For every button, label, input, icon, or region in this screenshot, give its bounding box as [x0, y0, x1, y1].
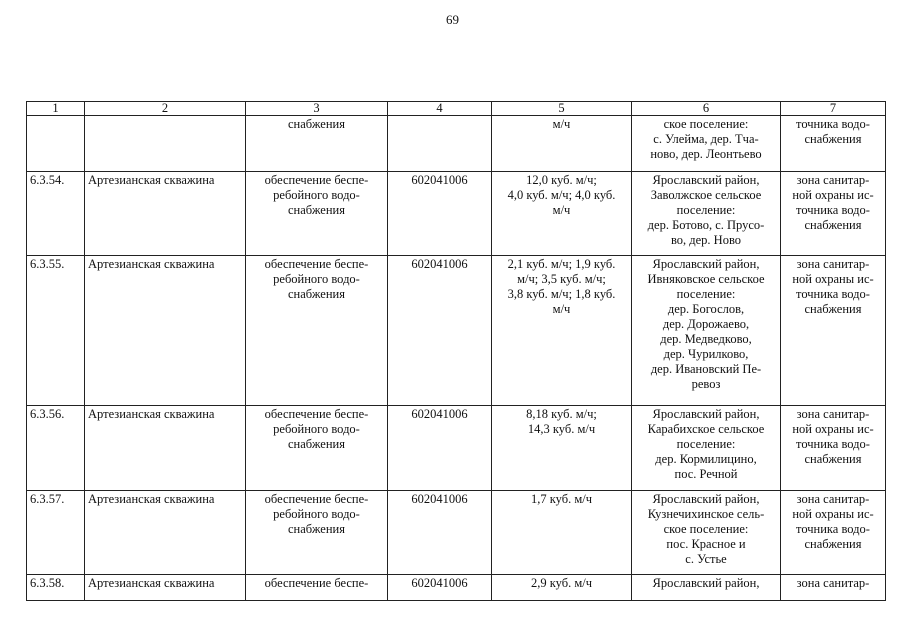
table-row: [27, 256, 886, 406]
code-cell: [388, 575, 492, 601]
location-cell: [632, 406, 781, 491]
cell-line: Ярославский район,: [652, 173, 760, 187]
cell-line: точника водо-: [796, 522, 870, 536]
column-header: 5: [492, 102, 632, 116]
cell-line: ское поселение:: [663, 522, 749, 536]
cell-line: 3,8 куб. м/ч; 1,8 куб.: [507, 287, 616, 301]
location-cell: [632, 116, 781, 172]
table-row: [27, 116, 886, 172]
cell-text: 602041006: [411, 173, 468, 187]
cell-text: 6.3.57.: [30, 492, 65, 506]
row-number-cell: [27, 172, 85, 256]
object-name-cell: [85, 116, 246, 172]
cell-text: Артезианская скважина: [88, 173, 215, 187]
cell-line: зона санитар-: [796, 407, 870, 421]
cell-line: дер. Богослов,: [667, 302, 745, 316]
cell-line: 8,18 куб. м/ч;: [526, 407, 597, 421]
cell-line: зона санитар-: [796, 492, 870, 506]
cell-line: Ярославский район,: [652, 407, 760, 421]
cell-line: точника водо-: [796, 117, 870, 131]
cell-text: 6.3.54.: [30, 173, 65, 187]
location-cell: [632, 256, 781, 406]
cell-text: Артезианская скважина: [88, 257, 215, 271]
purpose-cell: [246, 491, 388, 575]
cell-line: зона санитар-: [796, 173, 870, 187]
cell-line: снабжения: [804, 218, 862, 232]
cell-line: ребойного водо-: [273, 272, 360, 286]
cell-line: обеспечение беспе-: [264, 407, 369, 421]
cell-line: Ярославский район,: [652, 492, 760, 506]
cell-line: поселение:: [676, 437, 736, 451]
cell-line: ское поселение:: [663, 117, 749, 131]
cell-text: Артезианская скважина: [88, 492, 215, 506]
cell-line: снабжения: [288, 287, 345, 301]
cell-text: 602041006: [411, 407, 468, 421]
object-name-cell: [85, 256, 246, 406]
cell-line: Карабихское сельское: [647, 422, 765, 436]
cell-line: ной охраны ис-: [792, 272, 874, 286]
zone-cell: [781, 172, 886, 256]
zone-cell: [781, 575, 886, 601]
table-body: [27, 116, 886, 601]
row-number-cell: [27, 406, 85, 491]
cell-line: Ярославский район,: [652, 576, 760, 590]
cell-line: 2,9 куб. м/ч: [530, 576, 592, 590]
column-header: 2: [85, 102, 246, 116]
purpose-cell: [246, 256, 388, 406]
code-cell: [388, 491, 492, 575]
cell-line: пос. Красное и: [666, 537, 746, 551]
code-cell: [388, 256, 492, 406]
zone-cell: [781, 491, 886, 575]
capacity-cell: [492, 406, 632, 491]
location-cell: [632, 575, 781, 601]
cell-text: 602041006: [411, 492, 468, 506]
row-number-cell: [27, 575, 85, 601]
cell-line: ребойного водо-: [273, 188, 360, 202]
cell-line: дер. Кормилицино,: [655, 452, 757, 466]
cell-line: 14,3 куб. м/ч: [527, 422, 596, 436]
cell-line: м/ч: [552, 203, 571, 217]
cell-line: с. Улейма, дер. Тча-: [653, 132, 759, 146]
cell-line: дер. Ивановский Пе-: [650, 362, 762, 376]
code-cell: [388, 116, 492, 172]
capacity-cell: [492, 116, 632, 172]
cell-line: ревоз: [691, 377, 721, 391]
column-number-row: [27, 102, 886, 116]
zone-cell: [781, 256, 886, 406]
page-number: 69: [446, 12, 459, 27]
cell-line: ребойного водо-: [273, 507, 360, 521]
cell-line: ной охраны ис-: [792, 188, 874, 202]
cell-text: 6.3.56.: [30, 407, 65, 421]
cell-line: ной охраны ис-: [792, 422, 874, 436]
column-header: 4: [388, 102, 492, 116]
code-cell: [388, 406, 492, 491]
cell-line: поселение:: [676, 287, 736, 301]
cell-line: с. Устье: [685, 552, 727, 566]
cell-line: зона санитар-: [796, 257, 870, 271]
cell-line: снабжения: [804, 302, 862, 316]
cell-line: снабжения: [804, 537, 862, 551]
objects-table: [26, 101, 886, 601]
location-cell: [632, 491, 781, 575]
capacity-cell: [492, 575, 632, 601]
table-row: [27, 172, 886, 256]
cell-text: 602041006: [411, 576, 468, 590]
cell-line: обеспечение беспе-: [264, 492, 369, 506]
cell-line: ребойного водо-: [273, 422, 360, 436]
object-name-cell: [85, 575, 246, 601]
object-name-cell: [85, 406, 246, 491]
cell-text: 6.3.55.: [30, 257, 65, 271]
cell-line: дер. Дорожаево,: [662, 317, 750, 331]
table-row: [27, 491, 886, 575]
cell-line: снабжения: [288, 522, 345, 536]
cell-line: обеспечение беспе-: [264, 173, 369, 187]
capacity-cell: [492, 172, 632, 256]
cell-line: Ивняковское сельское: [647, 272, 765, 286]
cell-line: пос. Речной: [674, 467, 738, 481]
cell-line: снабжения: [288, 203, 345, 217]
cell-line: снабжения: [804, 132, 862, 146]
cell-line: Заволжское сельское: [650, 188, 762, 202]
row-number-cell: [27, 116, 85, 172]
cell-line: точника водо-: [796, 437, 870, 451]
row-number-cell: [27, 491, 85, 575]
cell-line: дер. Чурилково,: [663, 347, 749, 361]
capacity-cell: [492, 491, 632, 575]
cell-line: во, дер. Ново: [670, 233, 742, 247]
code-cell: [388, 172, 492, 256]
purpose-cell: [246, 172, 388, 256]
cell-text: 602041006: [411, 257, 468, 271]
cell-line: обеспечение беспе-: [264, 576, 369, 590]
cell-text: 6.3.58.: [30, 576, 65, 590]
column-header: 7: [781, 102, 886, 116]
row-number-cell: [27, 256, 85, 406]
cell-line: ной охраны ис-: [792, 507, 874, 521]
table-row: [27, 406, 886, 491]
cell-line: зона санитар-: [796, 576, 870, 590]
purpose-cell: [246, 406, 388, 491]
purpose-cell: [246, 116, 388, 172]
zone-cell: [781, 116, 886, 172]
table-row: [27, 575, 886, 601]
cell-line: дер. Ботово, с. Прусо-: [647, 218, 765, 232]
cell-line: дер. Медведково,: [660, 332, 752, 346]
cell-line: 12,0 куб. м/ч;: [526, 173, 597, 187]
column-header: 1: [27, 102, 85, 116]
cell-line: Кузнечихинское сель-: [647, 507, 765, 521]
column-header: 6: [632, 102, 781, 116]
capacity-cell: [492, 256, 632, 406]
cell-line: м/ч: [552, 117, 571, 131]
column-header: 3: [246, 102, 388, 116]
cell-line: 2,1 куб. м/ч; 1,9 куб.: [507, 257, 616, 271]
cell-text: Артезианская скважина: [88, 407, 215, 421]
cell-line: м/ч; 3,5 куб. м/ч;: [517, 272, 606, 286]
purpose-cell: [246, 575, 388, 601]
cell-line: 4,0 куб. м/ч; 4,0 куб.: [507, 188, 616, 202]
location-cell: [632, 172, 781, 256]
cell-line: ново, дер. Леонтьево: [650, 147, 762, 161]
cell-line: снабжения: [288, 117, 345, 131]
cell-line: обеспечение беспе-: [264, 257, 369, 271]
cell-line: точника водо-: [796, 287, 870, 301]
zone-cell: [781, 406, 886, 491]
cell-line: точника водо-: [796, 203, 870, 217]
cell-line: м/ч: [552, 302, 571, 316]
cell-line: 1,7 куб. м/ч: [530, 492, 592, 506]
object-name-cell: [85, 172, 246, 256]
cell-line: снабжения: [804, 452, 862, 466]
cell-line: снабжения: [288, 437, 345, 451]
cell-text: Артезианская скважина: [88, 576, 215, 590]
cell-line: Ярославский район,: [652, 257, 760, 271]
cell-line: поселение:: [676, 203, 736, 217]
object-name-cell: [85, 491, 246, 575]
